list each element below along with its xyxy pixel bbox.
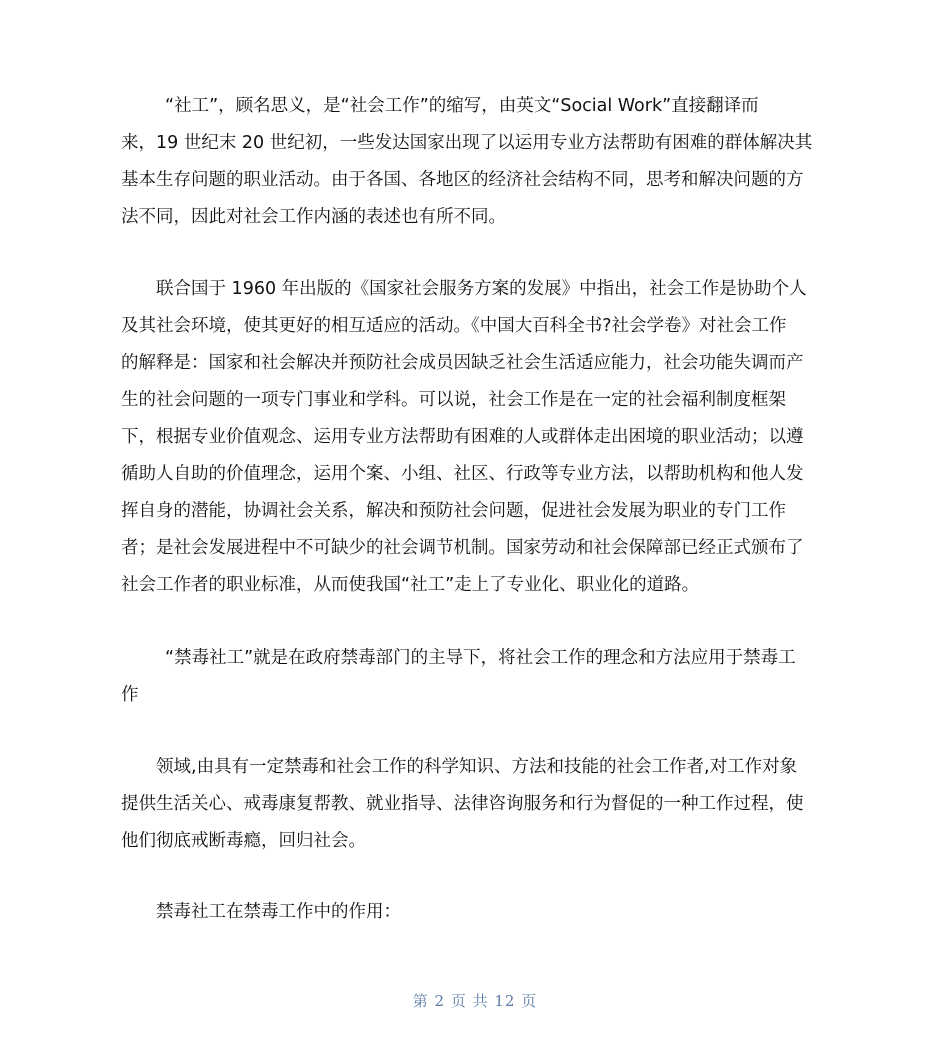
paragraph-2-line-7: 挥自身的潜能，协调社会关系，解决和预防社会问题，促进社会发展为职业的专门工作: [121, 501, 786, 521]
paragraph-1-line-3: 基本生存问题的职业活动。由于各国、各地区的经济社会结构不同，思考和解决问题的方: [121, 170, 804, 190]
paragraph-2-line-5: 下，根据专业价值观念、运用专业方法帮助有困难的人或群体走出困境的职业活动；以遵: [121, 427, 804, 447]
paragraph-2-line-6: 循助人自助的价值理念，运用个案、小组、社区、行政等专业方法，以帮助机构和他人发: [121, 464, 804, 484]
paragraph-4-line-2: 提供生活关心、戒毒康复帮教、就业指导、法律咨询服务和行为督促的一种工作过程，使: [121, 794, 804, 814]
paragraph-2-line-1: 联合国于 1960 年出版的《国家社会服务方案的发展》中指出，社会工作是协助个人: [156, 279, 807, 299]
paragraph-4-line-3: 他们彻底戒断毒瘾，回归社会。: [121, 831, 366, 851]
paragraph-4-line-1: 领域,由具有一定禁毒和社会工作的科学知识、方法和技能的社会工作者,对工作对象: [156, 757, 798, 777]
page-number-footer: 第 2 页 共 12 页: [412, 992, 538, 1010]
paragraph-1-line-4: 法不同，因此对社会工作内涵的表述也有所不同。: [121, 207, 506, 227]
paragraph-2-line-8: 者；是社会发展进程中不可缺少的社会调节机制。国家劳动和社会保障部已经正式颁布了: [121, 538, 804, 558]
paragraph-3-line-2: 作: [121, 685, 139, 705]
paragraph-1-line-2: 来，19 世纪末 20 世纪初，一些发达国家出现了以运用专业方法帮助有困难的群体解决其: [121, 133, 813, 153]
paragraph-3-line-1: “禁毒社工”就是在政府禁毒部门的主导下，将社会工作的理念和方法应用于禁毒工: [165, 648, 796, 668]
paragraph-1-line-1: “社工”，顾名思义，是“社会工作”的缩写，由英文“Social Work”直接翻译而: [165, 96, 759, 116]
paragraph-2-line-9: 社会工作者的职业标准，从而使我国“社工”走上了专业化、职业化的道路。: [121, 575, 700, 595]
paragraph-2-line-3: 的解释是：国家和社会解决并预防社会成员因缺乏社会生活适应能力，社会功能失调而产: [121, 353, 804, 373]
paragraph-2-line-2: 及其社会环境，使其更好的相互适应的活动。《中国大百科全书?社会学卷》对社会工作: [121, 316, 787, 336]
paragraph-2-line-4: 生的社会问题的一项专门事业和学科。可以说，社会工作是在一定的社会福利制度框架: [121, 390, 786, 410]
paragraph-5-line-1: 禁毒社工在禁毒工作中的作用：: [156, 902, 401, 922]
